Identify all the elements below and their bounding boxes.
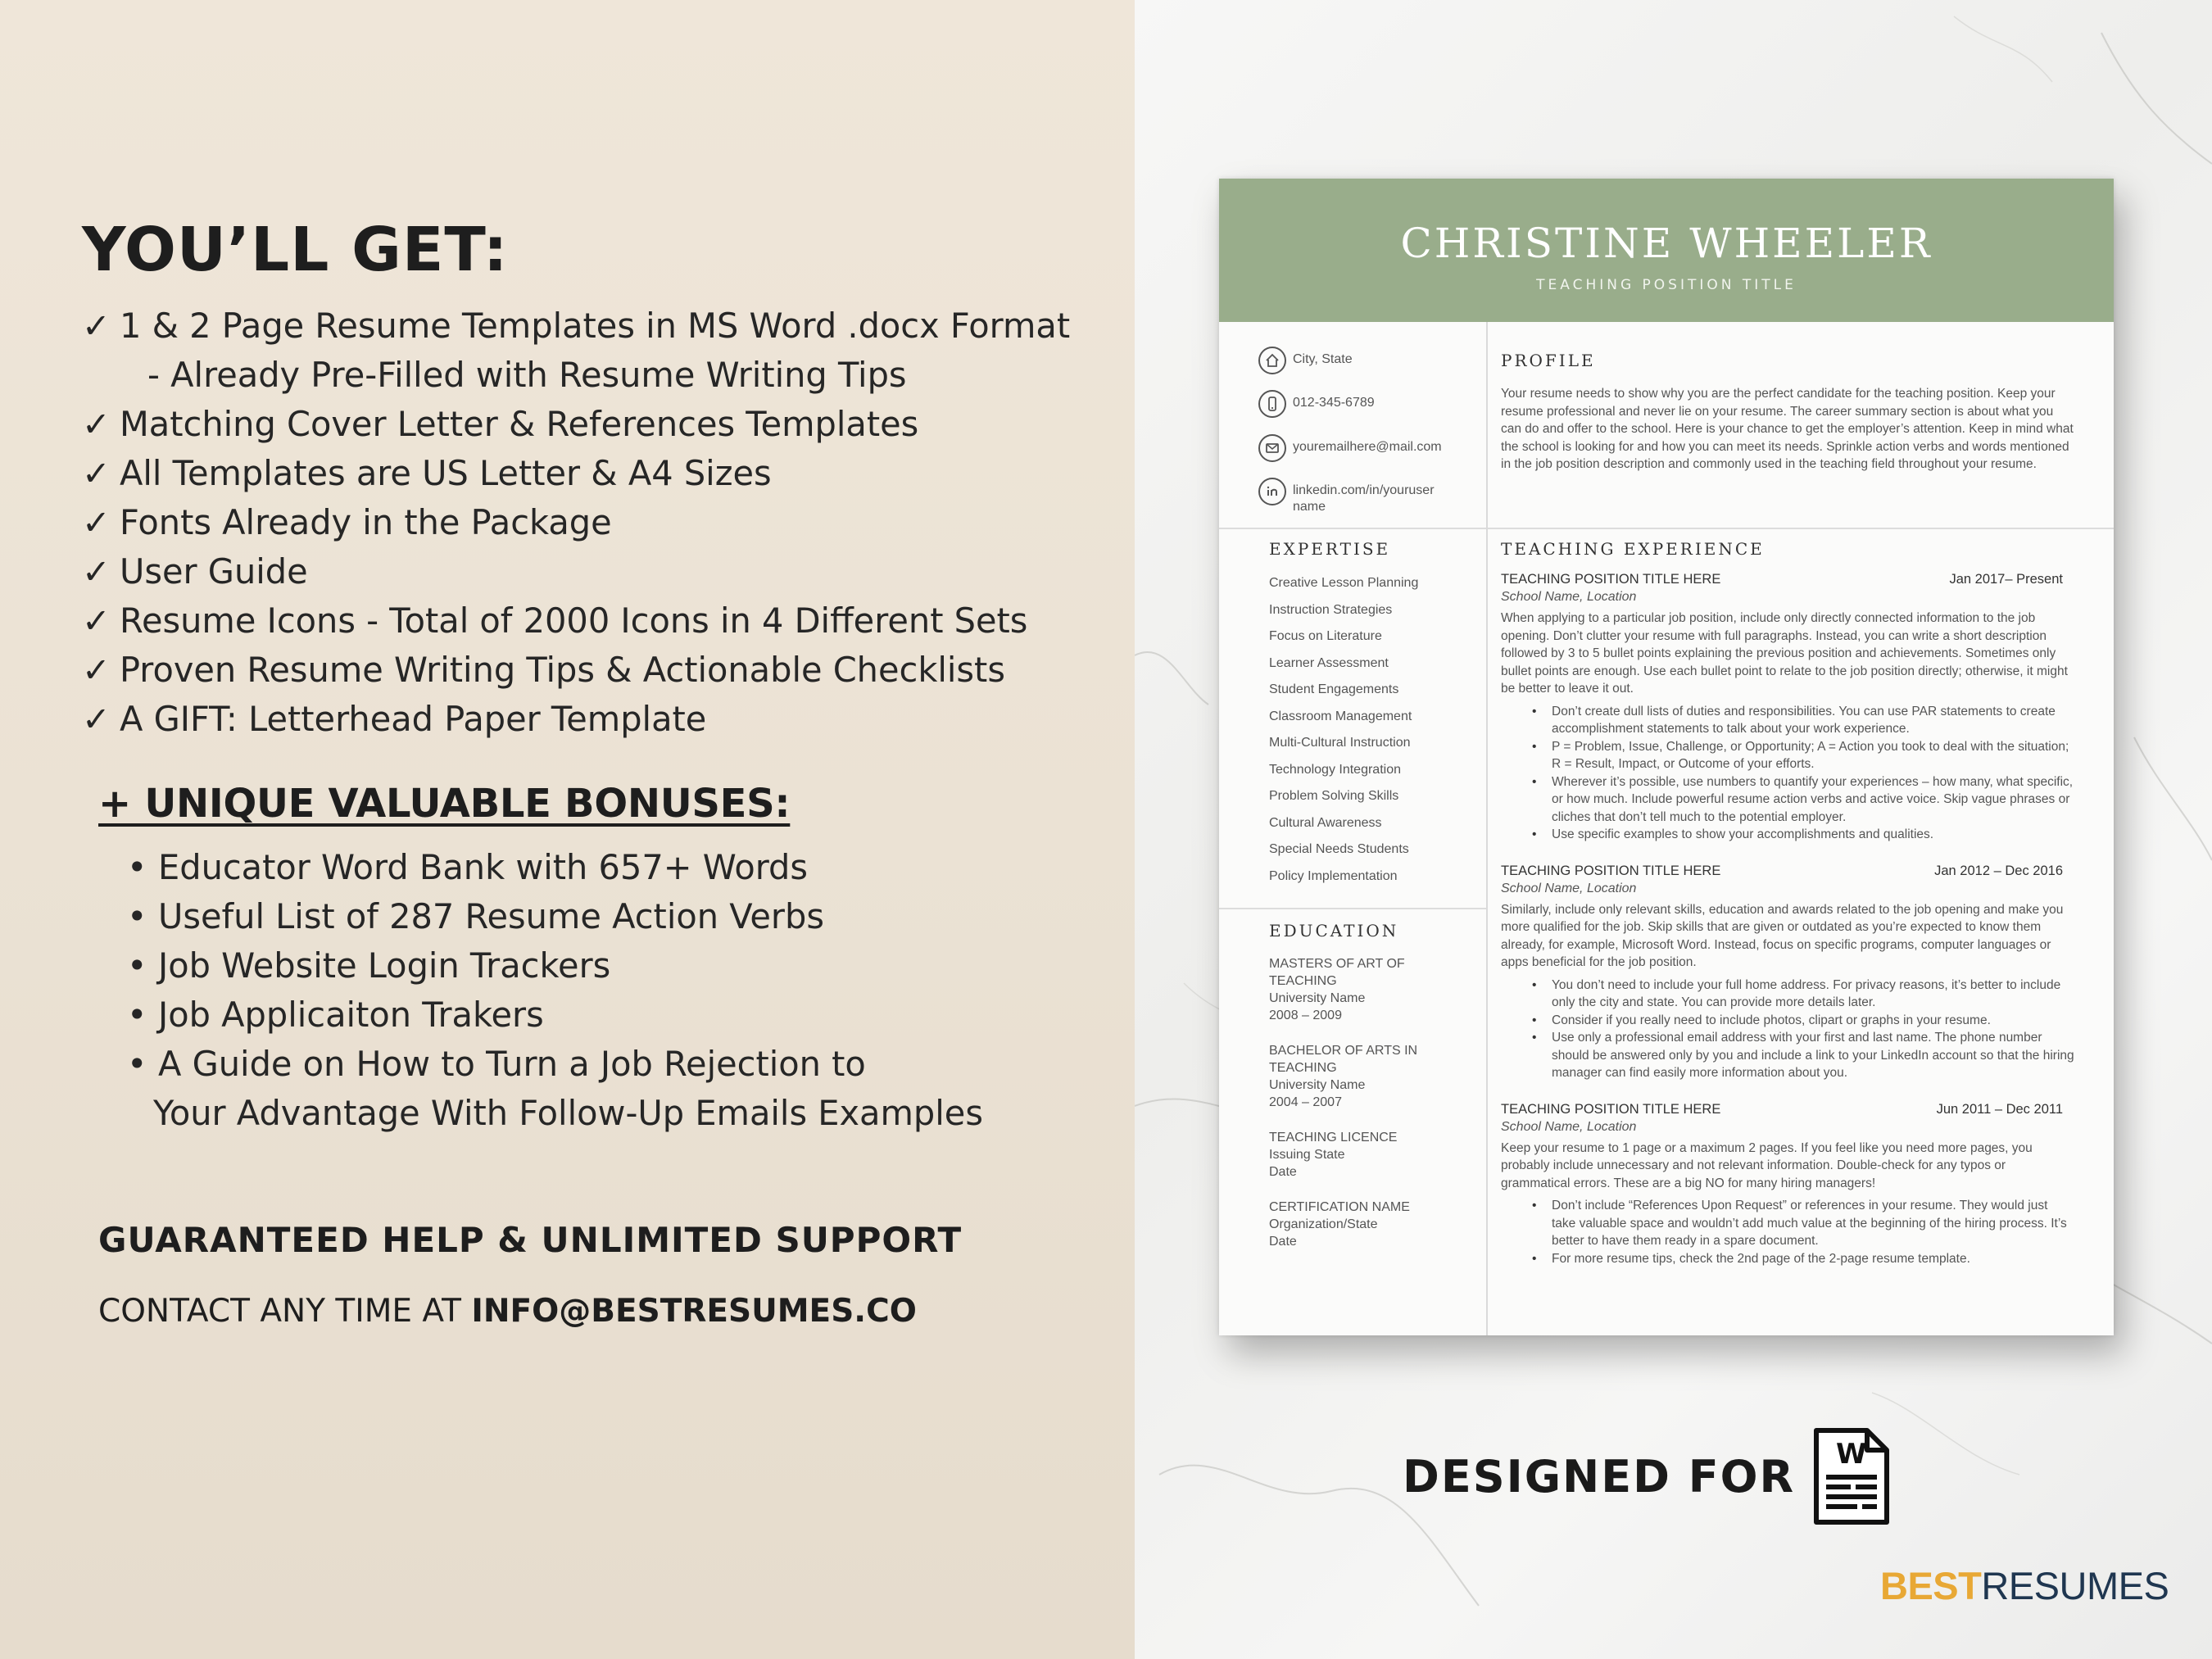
contact-city [1258, 347, 1465, 374]
experience-heading: TEACHING EXPERIENCE [1501, 539, 1765, 559]
left-divider-2 [1219, 908, 1486, 909]
education-item [1269, 1199, 1474, 1250]
feature-text: Fonts Already in the Package [120, 502, 612, 542]
job-dates: Jan 2017– Present [1949, 572, 2063, 587]
check-icon: ✓ [82, 404, 111, 444]
bonus-item [127, 990, 1114, 1040]
bonus-item [127, 843, 1114, 892]
features-column [82, 215, 1114, 1330]
education-heading: EDUCATION [1269, 921, 1399, 941]
bonus-list [127, 843, 1114, 1138]
bonus-text: A Guide on How to Turn a Job Rejection to [158, 1044, 866, 1084]
bonus-text: Educator Word Bank with 657+ Words [158, 847, 809, 887]
bullet-icon: • [127, 1044, 147, 1084]
check-icon: ✓ [82, 551, 111, 592]
job-bullets [1532, 703, 2074, 844]
experience-list [1501, 570, 2074, 1285]
feature-text: Proven Resume Writing Tips & Actionable Checklists [120, 650, 1005, 690]
job-dates: Jun 2011 – Dec 2011 [1936, 1101, 2063, 1117]
education-deg: TEACHING LICENCE [1269, 1131, 1398, 1145]
feature-text: 1 & 2 Page Resume Templates in MS Word .docx Format [120, 306, 1071, 346]
linkedin-text: linkedin.com/in/youruser name [1293, 483, 1435, 514]
home-icon [1258, 347, 1286, 374]
resume-header [1219, 179, 2114, 322]
linkedin-icon [1258, 478, 1286, 505]
education-l1: Issuing State [1269, 1148, 1345, 1162]
education-deg: CERTIFICATION NAME [1269, 1200, 1410, 1214]
job-description: Similarly, include only relevant skills, education and awards related to the job opening and make you more qualified for the job. Skip skills that are given or outdated as you’re expected to know them already, for example, Microsoft Word. Instead, focus on specific programs, computer languages or apps beneficial for the job position. [1501, 902, 2064, 969]
feature-item [82, 695, 1114, 744]
check-icon: ✓ [82, 453, 111, 493]
designed-for-text: DESIGNED FOR [1403, 1450, 1796, 1503]
contact-email [1258, 434, 1465, 462]
brand-logo [1880, 1563, 2169, 1608]
feature-item [82, 301, 1114, 351]
job-bullets [1532, 1197, 2074, 1267]
designed-for [1403, 1427, 1890, 1525]
feature-text: User Guide [120, 551, 308, 592]
skill-item: Focus on Literature [1269, 629, 1382, 643]
guarantee-text: GUARANTEED HELP & UNLIMITED SUPPORT [98, 1220, 963, 1260]
resume-name: CHRISTINE WHEELER [1400, 220, 1933, 267]
job-entry [1501, 1100, 2074, 1268]
feature-text: Matching Cover Letter & References Templates [120, 404, 919, 444]
skill-item: Creative Lesson Planning [1269, 576, 1419, 590]
profile-heading: PROFILE [1501, 351, 1596, 370]
job-school: School Name, Location [1501, 590, 1637, 604]
phone-icon [1258, 390, 1286, 418]
feature-item [82, 596, 1114, 646]
check-icon: ✓ [82, 306, 111, 346]
education-l1: Organization/State [1269, 1217, 1378, 1231]
check-icon: ✓ [82, 650, 111, 690]
skill-item: Special Needs Students [1269, 842, 1409, 856]
resume-sheet [1219, 179, 2114, 1335]
bullet-icon: • [127, 896, 147, 936]
feature-text: All Templates are US Letter & A4 Sizes [120, 453, 772, 493]
skill-item: Problem Solving Skills [1269, 789, 1399, 803]
job-bullet: • Use specific examples to show your accomplishments and qualities. [1532, 826, 2074, 844]
skill-item: Multi-Cultural Instruction [1269, 736, 1411, 750]
job-header [1501, 862, 2074, 880]
features-list [82, 301, 1114, 744]
contact-prefix: CONTACT ANY TIME AT [98, 1293, 472, 1330]
expertise-heading: EXPERTISE [1269, 539, 1391, 559]
job-bullet: • Consider if you really need to include photos, clipart or graphs in your resume. [1532, 1012, 2074, 1030]
skills-list [1269, 570, 1418, 890]
city-text: City, State [1293, 352, 1353, 366]
job-entry [1501, 570, 2074, 844]
job-school: School Name, Location [1501, 881, 1637, 895]
phone-text: 012-345-6789 [1293, 396, 1375, 410]
feature-text: - Already Pre-Filled with Resume Writing Tips [147, 355, 907, 395]
job-title: TEACHING POSITION TITLE HERE [1501, 1101, 1721, 1117]
job-bullet: • You don’t need to include your full home address. For privacy reasons, it’s better to include only the city and state. You can provide more details later. [1532, 977, 2074, 1012]
skill-item: Instruction Strategies [1269, 602, 1393, 617]
education-item [1269, 1042, 1474, 1111]
job-bullets [1532, 977, 2074, 1082]
bonus-text: Job Applicaiton Trakers [158, 995, 544, 1035]
job-school: School Name, Location [1501, 1119, 1637, 1134]
right-divider-1 [1488, 528, 2114, 529]
education-l1: University Name [1269, 991, 1366, 1005]
education-l2: 2008 – 2009 [1269, 1009, 1342, 1022]
feature-text: Resume Icons - Total of 2000 Icons in 4 Different Sets [120, 601, 1028, 641]
skill-item: Technology Integration [1269, 762, 1401, 777]
contact-line [98, 1293, 1114, 1330]
job-header [1501, 1100, 2074, 1118]
education-deg: MASTERS OF ART OF TEACHING [1269, 957, 1405, 988]
feature-item [82, 449, 1114, 498]
skill-item: Student Engagements [1269, 682, 1399, 696]
contact-phone [1258, 390, 1465, 418]
bonus-text: Job Website Login Trackers [158, 945, 611, 986]
features-heading: YOU’LL GET: [82, 215, 509, 285]
check-icon: ✓ [82, 601, 111, 641]
education-item [1269, 1129, 1474, 1181]
job-entry [1501, 862, 2074, 1082]
column-divider [1486, 322, 1488, 1335]
skill-item: Learner Assessment [1269, 655, 1389, 670]
education-l2: 2004 – 2007 [1269, 1095, 1342, 1109]
bonus-item [127, 892, 1114, 941]
resume-title: TEACHING POSITION TITLE [1536, 277, 1797, 293]
bonus-item [127, 1040, 1114, 1089]
job-dates: Jan 2012 – Dec 2016 [1934, 863, 2063, 878]
skill-item: Classroom Management [1269, 709, 1412, 723]
contact-email: INFO@BESTRESUMES.CO [471, 1293, 917, 1330]
job-title: TEACHING POSITION TITLE HERE [1501, 863, 1721, 878]
job-bullet: • For more resume tips, check the 2nd page of the 2-page resume template. [1532, 1250, 2074, 1268]
bullet-icon: • [127, 945, 147, 986]
job-header [1501, 570, 2074, 588]
job-bullet: • Wherever it’s possible, use numbers to quantify your experiences – how many, what specific, or how much. Include powerful resume action verbs and active voice. Skip vague phrases or cliches that don’t tell much to the potential employer. [1532, 773, 2074, 827]
job-bullet: • Use only a professional email address with your first and last name. The phone number should be answered only by you and include a link to your LinkedIn account so that the hiring manager can find easily more information about you. [1532, 1029, 2074, 1082]
feature-item [82, 498, 1114, 547]
mail-icon [1258, 434, 1286, 462]
job-bullet: • Don’t include “References Upon Request” or references in your resume. They would just take valuable space and wouldn’t add much value at the beginning of the hiring process. It’s better to have them ready in a spare document. [1532, 1197, 2074, 1250]
feature-item [82, 547, 1114, 596]
bonus-heading: + UNIQUE VALUABLE BONUSES: [98, 781, 791, 827]
profile-text: Your resume needs to show why you are the perfect candidate for the teaching position. Keep your resume professional and never lie on your resume. The career summary section is about what you can do and offer to the school. Here is your chance to get the employer’s attention. Keep in mind what the school is looking for and how you can meet its needs. Sprinkle action verbs and words mentioned in the job position description and commonly used in the teaching field throughout your resume. [1501, 387, 2074, 471]
check-icon: ✓ [82, 502, 111, 542]
job-description: Keep your resume to 1 page or a maximum 2 pages. If you feel like you need more pages, you probably include unnecessary and not relevant information. Double-check for any typos or grammatical errors. These are a big NO for many hiring managers! [1501, 1140, 2033, 1190]
left-divider-1 [1219, 528, 1486, 529]
job-title: TEACHING POSITION TITLE HERE [1501, 572, 1721, 587]
contact-linkedin [1258, 478, 1465, 515]
feature-item [82, 400, 1114, 449]
bonus-item-continued: Your Advantage With Follow-Up Emails Examples [153, 1093, 983, 1133]
education-l2: Date [1269, 1235, 1297, 1249]
job-bullet: • P = Problem, Issue, Challenge, or Opportunity; A = Action you took to deal with the situation; R = Result, Impact, or Outcome of your efforts. [1532, 738, 2074, 773]
education-list [1269, 955, 1474, 1268]
education-item [1269, 955, 1474, 1024]
check-icon: ✓ [82, 699, 111, 739]
brand-part1: BEST [1880, 1564, 1982, 1607]
education-l1: University Name [1269, 1078, 1366, 1092]
feature-text: A GIFT: Letterhead Paper Template [120, 699, 707, 739]
word-document-icon [1813, 1427, 1890, 1525]
feature-item [82, 351, 1114, 400]
skill-item: Policy Implementation [1269, 868, 1398, 883]
bonus-text: Useful List of 287 Resume Action Verbs [158, 896, 824, 936]
email-text: youremailhere@mail.com [1293, 440, 1442, 454]
job-description: When applying to a particular job position, include only directly connected information to the job opening. Don’t clutter your resume with full paragraphs. Instead, you can write a short description followed by 3 to 5 bullet points explaining the previous position and achievements. Sometimes only bullet points are enough. Use each bullet point to relate to the job position directly; otherwise, it might be better to leave it out. [1501, 611, 2068, 696]
job-bullet: • Don’t create dull lists of duties and responsibilities. You can use PAR statements to create accomplishment statements to talk about your work experience. [1532, 703, 2074, 738]
word-letter: W [1836, 1438, 1867, 1471]
education-l2: Date [1269, 1165, 1297, 1179]
skill-item: Cultural Awareness [1269, 815, 1382, 830]
feature-item [82, 646, 1114, 695]
bullet-icon: • [127, 995, 147, 1035]
bonus-item [127, 941, 1114, 990]
brand-part2: RESUMES [1981, 1564, 2169, 1607]
education-deg: BACHELOR OF ARTS IN TEACHING [1269, 1044, 1418, 1075]
bullet-icon: • [127, 847, 147, 887]
